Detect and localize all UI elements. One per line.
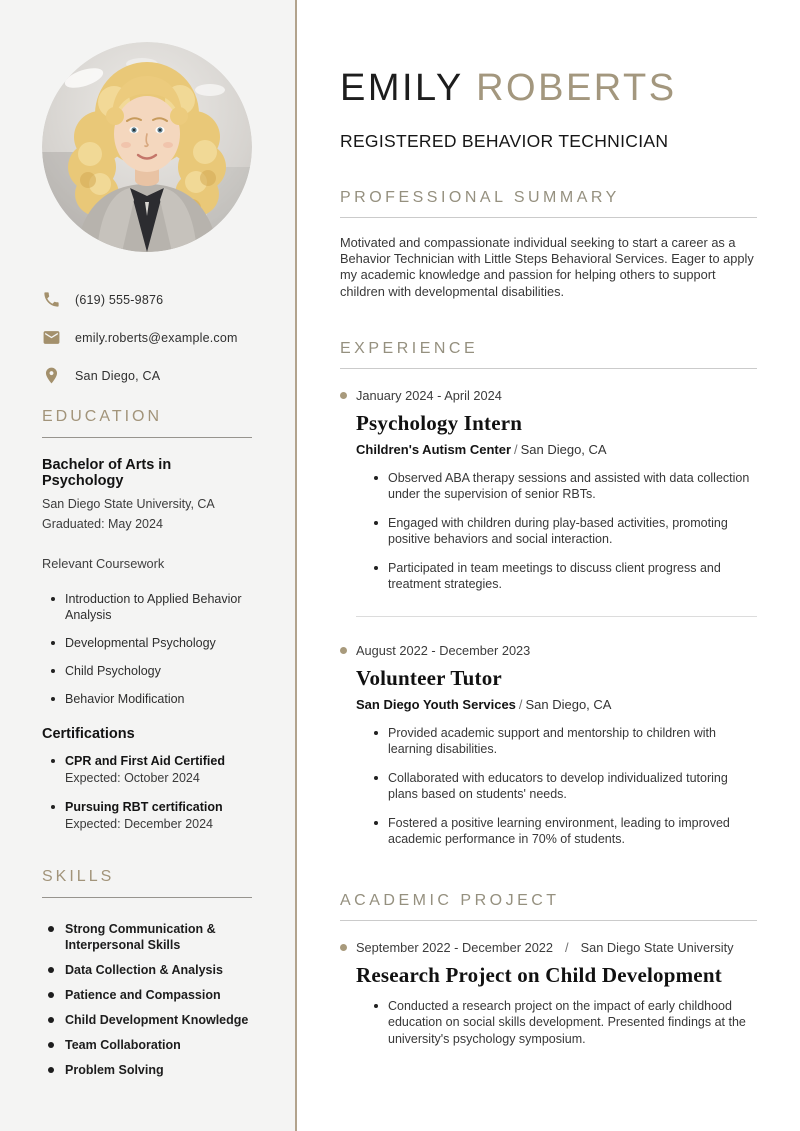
course-item: Child Psychology xyxy=(42,663,252,679)
experience-bullets xyxy=(370,725,757,848)
experience-company-row xyxy=(356,697,757,712)
project-dates: September 2022 - December 2022 xyxy=(356,939,554,955)
location-row xyxy=(42,366,252,385)
timeline-dot xyxy=(340,944,347,951)
experience-entry xyxy=(340,643,757,848)
project-section-heading: ACADEMIC PROJECT xyxy=(340,892,757,921)
separator: / xyxy=(514,441,518,457)
phone-icon xyxy=(42,290,61,309)
candidate-name xyxy=(340,68,757,110)
experience-dates: August 2022 - December 2023 xyxy=(356,642,531,658)
graduation-date: Graduated: May 2024 xyxy=(42,517,163,531)
experience-bullet: Provided academic support and mentorship to children with learning disabilities. xyxy=(370,725,757,758)
skill-item: Strong Communication & Interpersonal Skills xyxy=(42,921,252,953)
experience-job-title: Psychology Intern xyxy=(356,410,523,435)
experience-dates-row xyxy=(340,388,757,403)
experience-dates-row xyxy=(340,643,757,658)
candidate-title: REGISTERED BEHAVIOR TECHNICIAN xyxy=(340,130,669,151)
company-location: San Diego, CA xyxy=(520,441,607,457)
project-title: Research Project on Child Development xyxy=(356,962,722,987)
education-section-heading: EDUCATION xyxy=(42,408,252,438)
course-item: Introduction to Applied Behavior Analysis xyxy=(42,591,252,623)
skill-item: Child Development Knowledge xyxy=(42,1012,252,1028)
certification-note: Expected: October 2024 xyxy=(65,770,200,785)
main-column xyxy=(340,0,757,1047)
experience-dates: January 2024 - April 2024 xyxy=(356,387,502,403)
skill-item: Team Collaboration xyxy=(42,1037,252,1053)
phone-row xyxy=(42,290,252,309)
entry-divider xyxy=(356,616,757,617)
skills-list xyxy=(42,921,252,1078)
course-item: Developmental Psychology xyxy=(42,635,252,651)
degree-title: Bachelor of Arts in Psychology xyxy=(42,457,172,489)
email-row xyxy=(42,328,252,347)
email-address: emily.roberts@example.com xyxy=(75,330,238,345)
certification-item xyxy=(42,753,252,786)
company-name: San Diego Youth Services xyxy=(356,696,516,712)
coursework-label: Relevant Coursework xyxy=(42,556,165,571)
experience-bullet: Collaborated with educators to develop individualized tutoring plans based on students' needs. xyxy=(370,770,757,803)
experience-bullet: Observed ABA therapy sessions and assisted with data collection under the supervision of senior RBTs. xyxy=(370,470,757,503)
certifications-list xyxy=(42,753,252,832)
skill-item: Problem Solving xyxy=(42,1062,252,1078)
last-name: ROBERTS xyxy=(476,67,677,109)
timeline-dot xyxy=(340,647,347,654)
summary-text: Motivated and compassionate individual seeking to start a career as a Behavior Technician with Little Steps Behavioral Services. Eager to apply my academic knowledge and passion for helping others to support children with developmental disabilities. xyxy=(340,234,754,299)
profile-photo xyxy=(42,42,252,252)
experience-company-row xyxy=(356,442,757,457)
contact-info xyxy=(42,290,252,385)
certification-name: CPR and First Aid Certified xyxy=(65,754,225,768)
experience-bullet: Participated in team meetings to discuss client progress and treatment strategies. xyxy=(370,560,757,593)
project-org: San Diego State University xyxy=(580,939,734,955)
experience-entry xyxy=(340,388,757,593)
separator: / xyxy=(518,696,523,712)
email-icon xyxy=(42,328,61,347)
separator: / xyxy=(565,939,569,955)
certifications-heading: Certifications xyxy=(42,726,135,742)
phone-number: (619) 555-9876 xyxy=(75,292,164,307)
first-name: EMILY xyxy=(340,67,464,109)
experience-bullet: Fostered a positive learning environment, leading to improved academic performance in 70% of students. xyxy=(370,815,757,848)
portrait-illustration xyxy=(42,42,252,252)
experience-section-heading: EXPERIENCE xyxy=(340,340,757,369)
skill-item: Data Collection & Analysis xyxy=(42,962,252,978)
company-location: San Diego, CA xyxy=(525,696,612,712)
coursework-list xyxy=(42,591,252,707)
experience-job-title: Volunteer Tutor xyxy=(356,665,502,690)
project-bullet: Conducted a research project on the impact of early childhood education on social skills development. Presented findings at the university's psychology symposium. xyxy=(370,998,757,1048)
summary-section-heading: PROFESSIONAL SUMMARY xyxy=(340,189,757,218)
project-dates-row xyxy=(340,940,757,955)
location-text: San Diego, CA xyxy=(75,368,161,383)
project-bullets xyxy=(370,998,757,1048)
project-entry xyxy=(340,940,757,1048)
experience-bullets xyxy=(370,470,757,593)
school-name: San Diego State University, CA xyxy=(42,497,215,511)
skills-section-heading: SKILLS xyxy=(42,868,252,898)
company-name: Children's Autism Center xyxy=(356,441,512,457)
timeline-dot xyxy=(340,392,347,399)
certification-item xyxy=(42,799,252,832)
course-item: Behavior Modification xyxy=(42,691,252,707)
sidebar xyxy=(0,0,297,1131)
certification-name: Pursuing RBT certification xyxy=(65,800,223,814)
skill-item: Patience and Compassion xyxy=(42,987,252,1003)
certification-note: Expected: December 2024 xyxy=(65,816,214,831)
location-pin-icon xyxy=(42,366,61,385)
experience-bullet: Engaged with children during play-based activities, promoting positive behaviors and social interaction. xyxy=(370,515,757,548)
